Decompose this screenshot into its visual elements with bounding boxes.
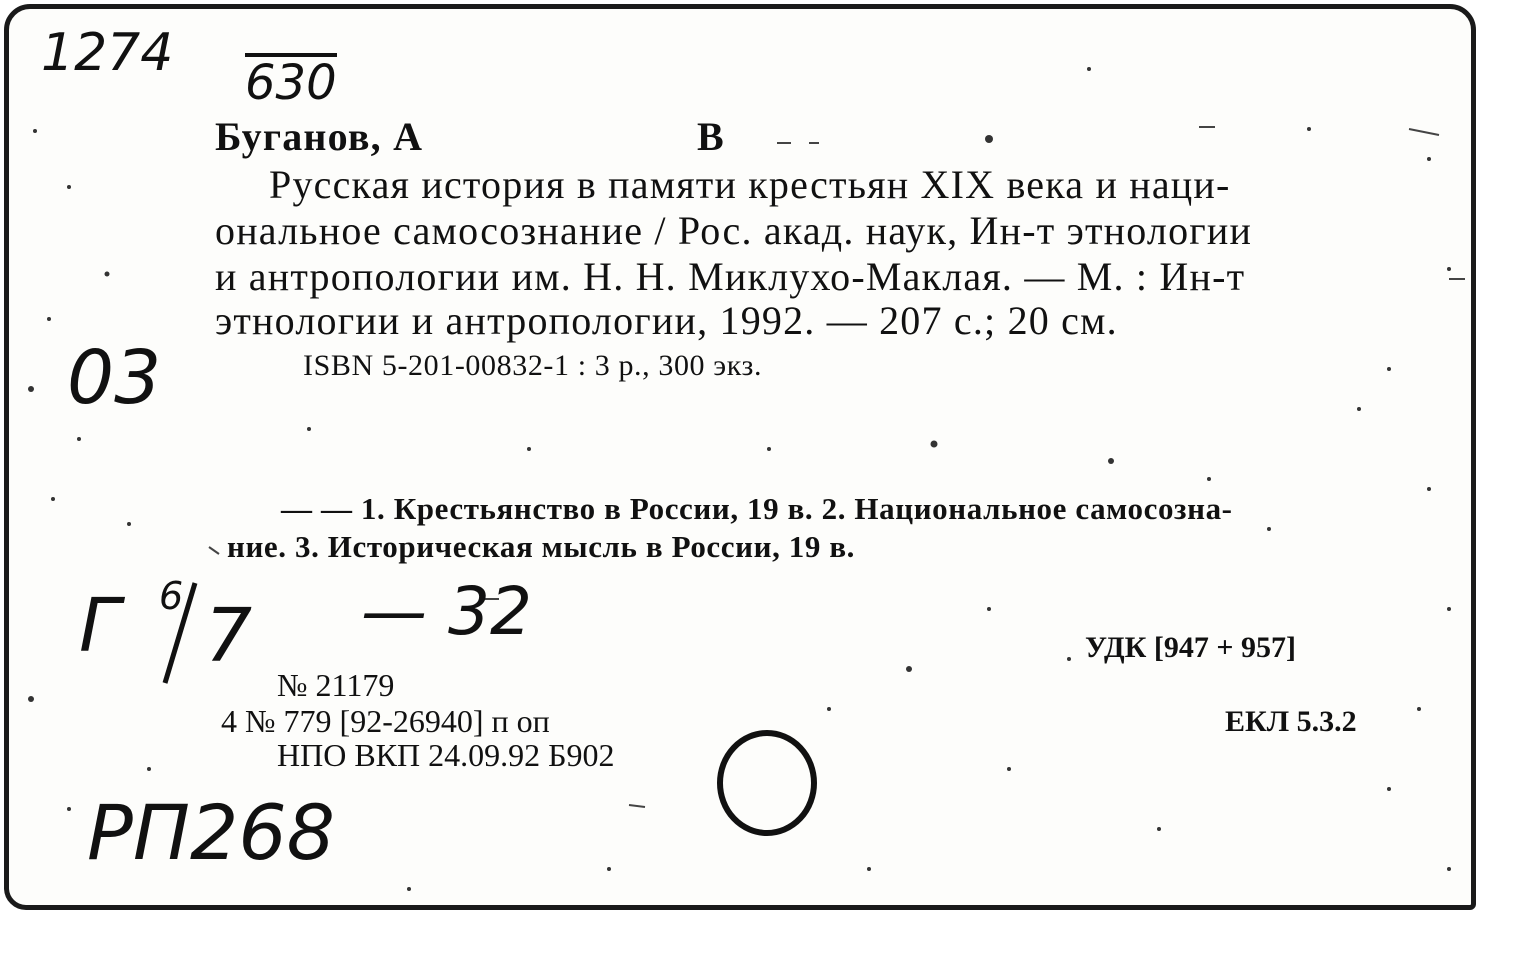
order-line: 4 № 779 [92-26940] п оп [221, 703, 550, 739]
author-surname: Буганов, А [215, 114, 424, 159]
subjects-line-2: ние. 3. Историческая мысль в России, 19 в. [227, 529, 856, 564]
handwritten-shelf-numerator: 6 [159, 574, 184, 618]
handwritten-shelf-letter: Г [79, 583, 121, 669]
printer-line: НПО ВКП 24.09.92 Б902 [277, 737, 615, 773]
handwritten-number: 1274 [41, 23, 174, 83]
description-line-4: этнологии и антропологии, 1992. — 207 с.; 20 см. [215, 298, 1118, 343]
handwritten-shelf-denominator: 7 [205, 593, 253, 679]
isbn-line: ISBN 5-201-00832-1 : 3 р., 300 экз. [303, 349, 763, 382]
handwritten-bottom-code: РП268 [87, 788, 336, 877]
record-number: № 21179 [277, 667, 395, 703]
description-line-2: ональное самосознание / Рос. акад. наук, Ин-т этнологии [215, 208, 1253, 253]
description-line-3: и антропологии им. Н. Н. Миклухо-Маклая. — М. : Ин-т [215, 254, 1246, 299]
subjects-line-1: — — 1. Крестьянство в России, 19 в. 2. Национальное самосозна- [281, 491, 1233, 526]
catalog-card [4, 4, 1476, 910]
handwritten-fraction-slash [159, 574, 199, 689]
author-initial: В [697, 114, 725, 159]
handwritten-code: 03 [67, 335, 162, 421]
description-line-1: Русская история в памяти крестьян XIX века и нaци- [269, 162, 1231, 207]
handwritten-number-overlined: 630 [245, 55, 337, 111]
ekl-code: ЕКЛ 5.3.2 [1225, 705, 1357, 738]
punch-hole-circle [709, 725, 829, 845]
handwritten-shelf-dash-number: — 32 [361, 573, 532, 650]
udc-code: УДК [947 + 957] [1085, 631, 1296, 664]
